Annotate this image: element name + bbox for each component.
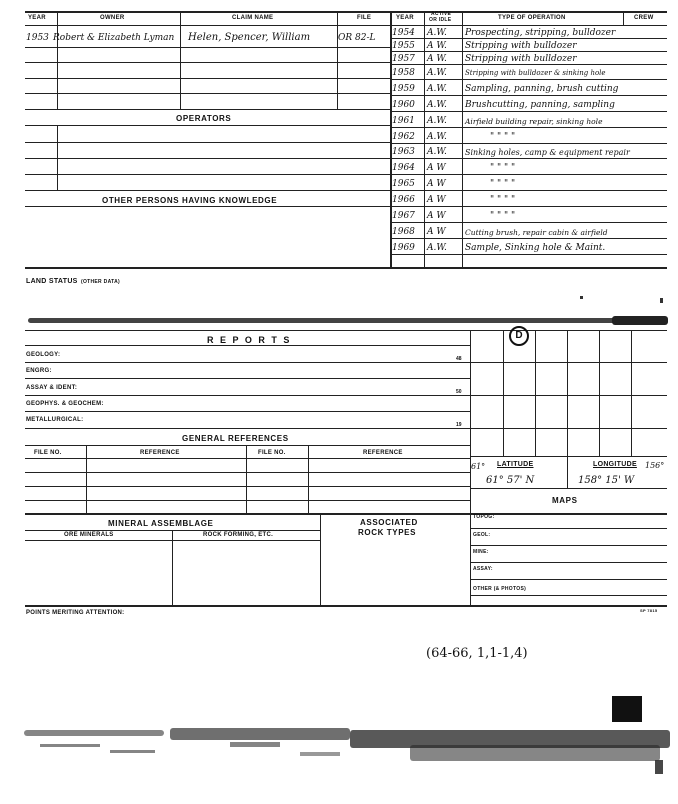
scan-smear [612, 316, 668, 325]
scan-smear [28, 318, 668, 323]
operation-year: 1968 [392, 227, 415, 237]
longitude-value: 158° 15' W [578, 475, 635, 486]
rock-forming-header: ROCK FORMING, ETC. [203, 532, 274, 538]
operation-status: A W [427, 195, 446, 205]
ref-reference-header: REFERENCE [140, 450, 180, 456]
operation-status: A W. [427, 54, 447, 64]
operation-year: 1969 [392, 243, 415, 253]
header-year: YEAR [28, 15, 46, 21]
operation-year: 1966 [392, 195, 415, 205]
grid-marker-circle [509, 326, 529, 346]
operation-year: 1955 [392, 41, 415, 51]
operation-year: 1962 [392, 132, 415, 142]
header-owner: OWNER [100, 15, 125, 21]
operation-status: A.W. [427, 68, 447, 78]
operation-type: " " " " [490, 211, 516, 221]
claim-name: Helen, Spencer, William [188, 32, 311, 43]
report-metallurgical: METALLURGICAL: [26, 417, 84, 423]
header-file: FILE [357, 15, 372, 21]
operation-type: Cutting brush, repair cabin & airfield [465, 228, 608, 237]
header-type-of-operation: TYPE OF OPERATION [498, 15, 566, 21]
header-active: ACTIVE [431, 11, 452, 17]
operation-year: 1959 [392, 84, 415, 94]
operation-type: Stripping with bulldozer & sinking hole [465, 69, 606, 77]
operation-type: Prospecting, stripping, bulldozer [465, 28, 616, 38]
mineral-assemblage-title: MINERAL ASSEMBLAGE [108, 519, 214, 528]
land-status-label: LAND STATUS [26, 278, 78, 285]
associated-label: ASSOCIATED [360, 518, 418, 527]
operation-status: A.W. [427, 132, 447, 142]
operation-type: Airfield building repair, sinking hole [465, 117, 603, 126]
reports-title: R E P O R T S [207, 335, 292, 345]
latitude-prefix: 61° [471, 462, 486, 471]
claim-owner: Robert & Elizabeth Lyman [53, 33, 175, 43]
operation-status: A W [427, 211, 446, 221]
land-status-sub: (OTHER DATA) [81, 279, 120, 285]
report-geophys: GEOPHYS. & GEOCHEM: [26, 401, 104, 407]
ref-file-no-header-2: FILE NO. [258, 450, 286, 456]
operation-status: A W [427, 163, 446, 173]
header-crew: CREW [634, 15, 654, 21]
operation-type: Stripping with bulldozer [465, 41, 577, 51]
operation-type: " " " " [490, 132, 516, 142]
operation-year: 1961 [392, 116, 415, 126]
maps-assay: ASSAY: [473, 566, 493, 572]
operation-status: A W. [427, 41, 447, 51]
operation-year: 1954 [392, 28, 415, 38]
header-or-idle: OR IDLE [429, 17, 452, 23]
footer-handwritten-note: (64-66, 1,1-1,4) [426, 646, 528, 661]
operation-type: " " " " [490, 163, 516, 173]
operation-status: A.W. [427, 147, 447, 157]
operation-status: A.W. [427, 28, 447, 38]
maps-geol: GEOL: [473, 532, 491, 538]
report-engrg: ENGRG: [26, 368, 52, 374]
maps-topog: TOPOG: [473, 514, 495, 520]
operation-year: 1960 [392, 100, 415, 110]
report-num-19: 19 [456, 422, 462, 428]
operation-type: " " " " [490, 195, 516, 205]
report-num-48: 48 [456, 356, 462, 362]
operation-type: " " " " [490, 179, 516, 189]
points-meriting-attention-label: POINTS MERITING ATTENTION: [26, 610, 125, 616]
operation-type: Sampling, panning, brush cutting [465, 84, 619, 94]
operation-type: Sample, Sinking hole & Maint. [465, 243, 606, 253]
operation-year: 1967 [392, 211, 415, 221]
operation-status: A W [427, 227, 446, 237]
form-code: SP 7815 [640, 608, 658, 613]
report-geology: GEOLOGY: [26, 352, 61, 358]
operation-year: 1964 [392, 163, 415, 173]
claim-year: 1953 [26, 33, 49, 43]
grid-marker-letter: D [515, 330, 523, 341]
maps-title: MAPS [552, 496, 578, 505]
longitude-prefix: 156° [645, 461, 665, 470]
claim-file: OR 82-L [338, 33, 376, 43]
operation-status: A.W. [427, 116, 447, 126]
general-references-title: GENERAL REFERENCES [182, 434, 289, 443]
others-label: OTHER PERSONS HAVING KNOWLEDGE [102, 196, 278, 205]
rock-types-label: ROCK TYPES [358, 528, 417, 537]
operation-status: A W [427, 179, 446, 189]
maps-mine: MINE: [473, 549, 489, 555]
operation-type: Stripping with bulldozer [465, 54, 577, 64]
maps-other: OTHER (& PHOTOS) [473, 586, 527, 592]
latitude-label: LATITUDE [497, 461, 534, 468]
operation-status: A.W. [427, 100, 447, 110]
header-year-2: YEAR [396, 15, 414, 21]
report-assay: ASSAY & IDENT: [26, 385, 78, 391]
ref-reference-header-2: REFERENCE [363, 450, 403, 456]
header-claim-name: CLAIM NAME [232, 15, 274, 21]
operation-status: A.W. [427, 84, 447, 94]
operation-year: 1963 [392, 147, 415, 157]
operation-type: Sinking holes, camp & equipment repair [465, 148, 630, 157]
operators-label: OPERATORS [176, 114, 232, 123]
report-num-50: 50 [456, 389, 462, 395]
ref-file-no-header: FILE NO. [34, 450, 62, 456]
operation-status: A.W. [427, 243, 447, 253]
ore-minerals-header: ORE MINERALS [64, 532, 114, 538]
operation-type: Brushcutting, panning, sampling [465, 100, 615, 110]
longitude-label: LONGITUDE [593, 461, 637, 468]
operation-year: 1958 [392, 68, 415, 78]
latitude-value: 61° 57' N [486, 475, 535, 486]
operation-year: 1957 [392, 54, 415, 64]
operation-year: 1965 [392, 179, 415, 189]
